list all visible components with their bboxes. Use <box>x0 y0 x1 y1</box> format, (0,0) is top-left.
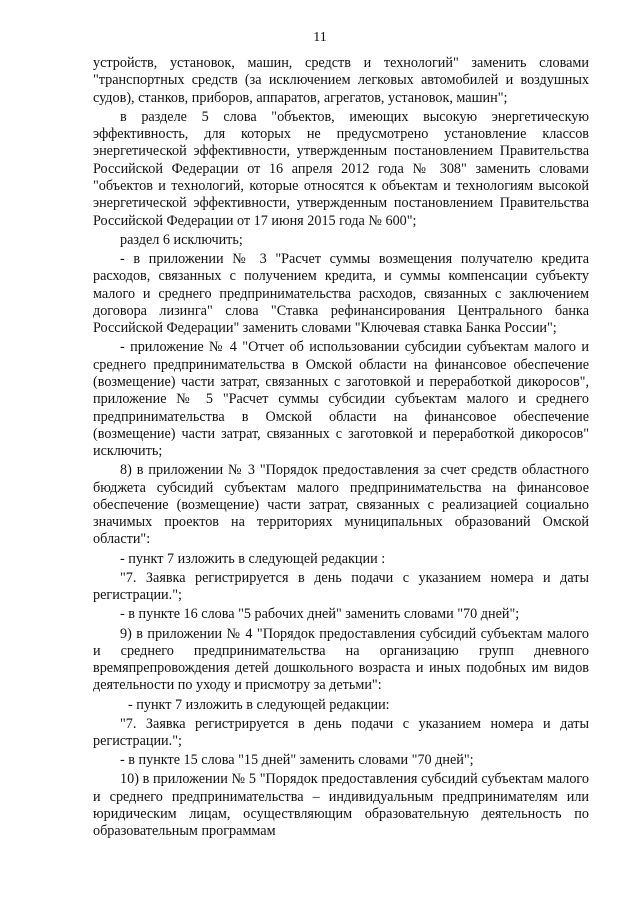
paragraph: - в приложении № 3 "Расчет суммы возмещения получателю кредита расходов, связанных с получением кредита, и суммы компенсации субъекту малого и среднего предпринимательства расходов, связанных с заключением договора лизинга" слова "Ставка рефинансирования Центрального банка Российской Федерации" заменить словами "Ключевая ставка Банка России"; <box>93 250 589 337</box>
paragraph: - приложение № 4 "Отчет об использовании субсидии субъектам малого и среднего предпринимательства в Омской области на финансовое обеспечение (возмещение) части затрат, связанных с заготовкой и переработкой дикоросов", приложение № 5 "Расчет суммы субсидии субъектам малого и среднего предпринимательства в Омской области на финансовое обеспечение (возмещение) части затрат, связанных с заготовкой и переработкой дикоросов" исключить; <box>93 339 589 460</box>
paragraph: раздел 6 исключить; <box>120 231 243 248</box>
paragraph: - в пункте 16 слова "5 рабочих дней" заменить словами "70 дней"; <box>120 606 520 623</box>
paragraph: - пункт 7 изложить в следующей редакции: <box>128 696 390 713</box>
paragraph: "7. Заявка регистрируется в день подачи с указанием номера и даты регистрации."; <box>93 715 589 750</box>
paragraph: 10) в приложении № 5 "Порядок предоставления субсидий субъектам малого и среднего предпринимательства – индивидуальным предпринимателям или юридическим лицам, осуществляющим образовательную деятельность по образовательным программам <box>93 771 589 840</box>
page-number: 11 <box>313 30 327 45</box>
paragraph: 8) в приложении № 3 "Порядок предоставления за счет средств областного бюджета субсидий субъектам малого предпринимательства на финансовое обеспечение (возмещение) части затрат, связанных с реализацией социально значимых проектов на территориях муниципальных образований Омской области": <box>93 462 589 548</box>
paragraph: 9) в приложении № 4 "Порядок предоставления субсидий субъектам малого и среднего предпринимательства на организацию групп дневного времяпрепровождения детей дошкольного возраста и иных подобных им видов деятельности по уходу и присмотру за детьми": <box>93 625 589 694</box>
paragraph: "7. Заявка регистрируется в день подачи с указанием номера и даты регистрации."; <box>93 569 589 604</box>
paragraph: в разделе 5 слова "объектов, имеющих высокую энергетическую эффективность, для которых не предусмотрено установление классов энергетической эффективности, утвержденным постановлением Правительства Российской Федерации от 16 апреля 2012 года № 308" заменить словами "объектов и технологий, которые относятся к объектам и технологиям высокой энергетической эффективности, утвержденным постановлением Правительства Российской Федерации от 17 июня 2015 года № 600"; <box>93 108 589 229</box>
paragraph: устройств, установок, машин, средств и технологий" заменить словами "транспортных средств (за исключением легковых автомобилей и воздушных судов), станков, приборов, аппаратов, агрегатов, установок, машин"; <box>93 55 589 106</box>
document-body <box>93 55 589 843</box>
paragraph: - в пункте 15 слова "15 дней" заменить словами "70 дней"; <box>120 752 474 769</box>
paragraph: - пункт 7 изложить в следующей редакции : <box>120 550 386 567</box>
